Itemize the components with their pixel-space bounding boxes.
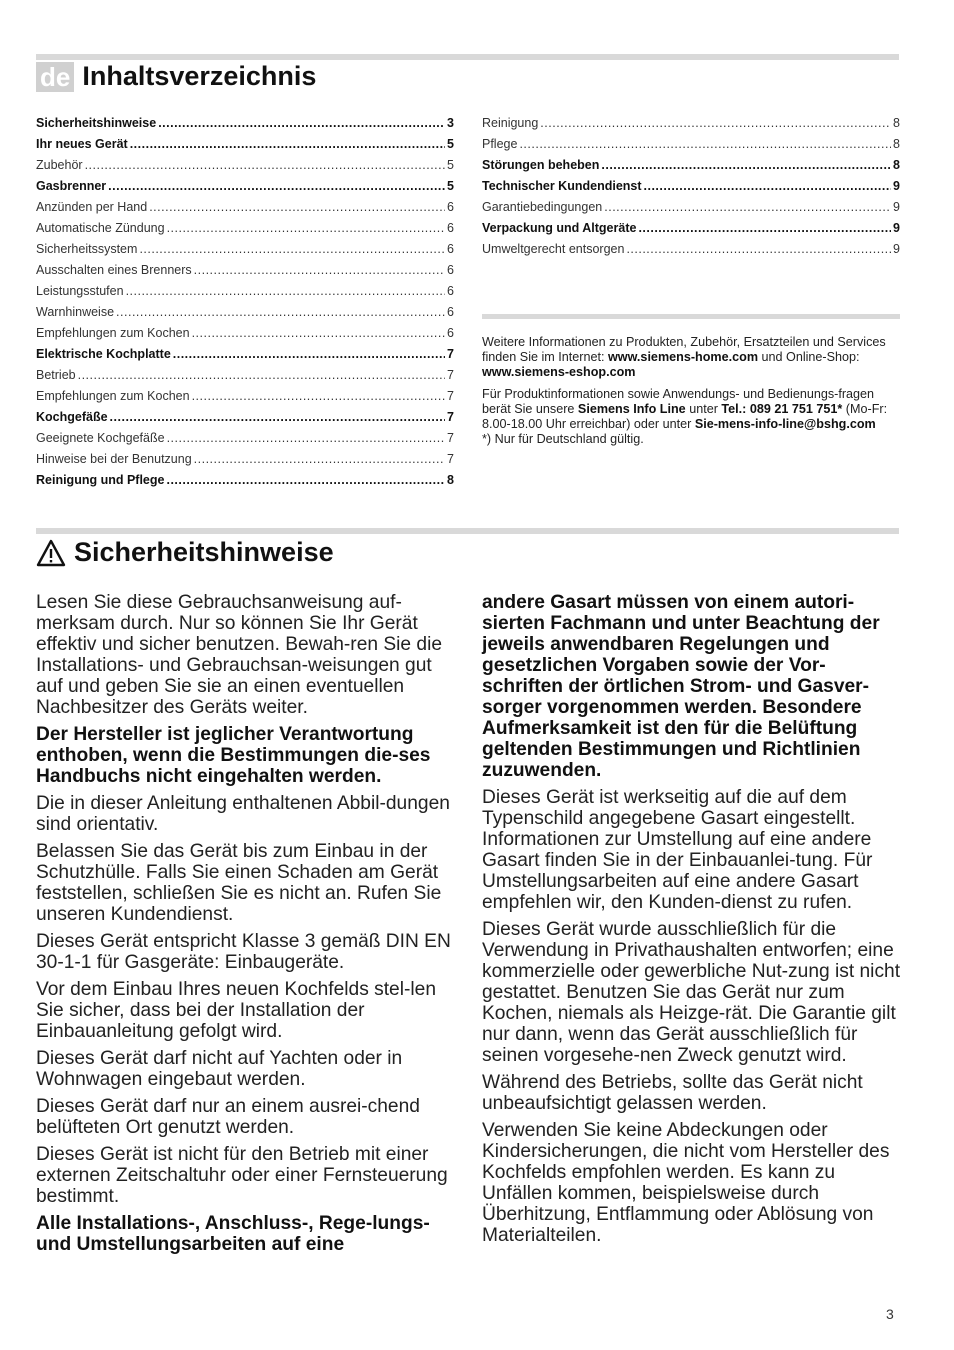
toc-entry[interactable] xyxy=(36,347,454,368)
toc-entry-label: Automatische Zündung xyxy=(36,221,165,235)
toc-leader-dots xyxy=(192,389,445,403)
safety-heading xyxy=(36,537,334,568)
safety-paragraph: Dieses Gerät ist werkseitig auf die auf dem Typenschild angegebene Gasart eingestellt. Informationen zur Umstellung auf eine andere Gasart finden Sie in der Einbauanlei-tung. Für Umstellungsarbeiten auf eine andere Gasart empfehlen wir, den Kunden-dienst zu rufen. xyxy=(482,787,873,913)
toc-leader-dots xyxy=(604,200,891,214)
toc-entry-label: Anzünden per Hand xyxy=(36,200,148,214)
toc-leader-dots xyxy=(149,200,445,214)
page-number: 3 xyxy=(886,1306,894,1322)
toc-leader-dots xyxy=(540,116,891,130)
toc-entry[interactable] xyxy=(36,284,454,305)
siemens-eshop-link[interactable]: www.siemens-eshop.com xyxy=(482,365,636,379)
toc-entry-page: 6 xyxy=(447,221,454,235)
safety-rule xyxy=(36,528,899,534)
warning-triangle-icon xyxy=(36,539,66,567)
toc-entry[interactable] xyxy=(36,179,454,200)
toc-entry-label: Kochgefäße xyxy=(36,410,108,424)
toc-entry-label: Garantiebedingungen xyxy=(482,200,603,214)
toc-entry-label: Technischer Kundendienst xyxy=(482,179,642,193)
language-badge: de xyxy=(36,62,74,92)
safety-left-column xyxy=(36,592,456,1261)
toc-entry-page: 7 xyxy=(447,431,454,445)
toc-entry-page: 6 xyxy=(447,200,454,214)
toc-leader-dots xyxy=(78,368,445,382)
toc-entry-label: Störungen beheben xyxy=(482,158,600,172)
toc-entry-label: Pflege xyxy=(482,137,518,151)
toc-entry[interactable] xyxy=(36,431,454,452)
toc-leader-dots xyxy=(173,347,445,361)
toc-leader-dots xyxy=(167,221,445,235)
safety-paragraph: Belassen Sie das Gerät bis zum Einbau in der Schutzhülle. Falls Sie einen Schaden am Gerät feststellen, schließen Sie es nicht an. Rufen Sie unseren Kundendienst. xyxy=(36,841,442,925)
toc-entry[interactable] xyxy=(482,179,900,200)
toc-entry[interactable] xyxy=(36,452,454,473)
toc-entry-page: 7 xyxy=(447,389,454,403)
toc-entry-label: Ihr neues Gerät xyxy=(36,137,128,151)
toc-entry-label: Ausschalten eines Brenners xyxy=(36,263,192,277)
toc-entry-page: 6 xyxy=(447,263,454,277)
toc-leader-dots xyxy=(644,179,892,193)
safety-right-column xyxy=(482,592,902,1252)
toc-entry-label: Umweltgerecht entsorgen xyxy=(482,242,625,256)
toc-entry-label: Gasbrenner xyxy=(36,179,107,193)
top-rule xyxy=(36,54,899,60)
safety-paragraph: Die in dieser Anleitung enthaltenen Abbil-dungen sind orientativ. xyxy=(36,793,450,835)
toc-entry-label: Hinweise bei der Benutzung xyxy=(36,452,192,466)
toc-entry[interactable] xyxy=(36,473,454,494)
toc-entry[interactable] xyxy=(482,200,900,221)
toc-entry-label: Warnhinweise xyxy=(36,305,115,319)
toc-leader-dots xyxy=(108,179,445,193)
toc-entry-page: 5 xyxy=(447,179,454,193)
toc-entry[interactable] xyxy=(36,389,454,410)
toc-entry[interactable] xyxy=(36,263,454,284)
toc-entry[interactable] xyxy=(482,221,900,242)
toc-entry-label: Verpackung und Altgeräte xyxy=(482,221,637,235)
toc-heading xyxy=(36,61,316,92)
toc-entry[interactable] xyxy=(36,242,454,263)
toc-leader-dots xyxy=(626,242,891,256)
safety-paragraph: Der Hersteller ist jeglicher Verantwortung enthoben, wenn die Bestimmungen die-ses Handbuchs nicht eingehalten werden. xyxy=(36,724,431,787)
toc-entry-page: 6 xyxy=(447,284,454,298)
info-paragraph-web: Weitere Informationen zu Produkten, Zubehör, Ersatzteilen und Services finden Sie im Internet: www.siemens-home.com und Online-Shop: www.siemens-eshop.com xyxy=(482,335,886,379)
toc-entry[interactable] xyxy=(482,242,900,263)
safety-paragraph: Dieses Gerät ist nicht für den Betrieb mit einer externen Zeitschaltuhr oder einer Fernsteuerung bestimmt. xyxy=(36,1144,448,1207)
toc-title: Inhaltsverzeichnis xyxy=(82,61,317,91)
toc-leader-dots xyxy=(126,284,445,298)
toc-entry-page: 8 xyxy=(893,158,900,172)
safety-paragraph: Dieses Gerät darf nur an einem ausrei-chend belüfteten Ort genutzt werden. xyxy=(36,1096,420,1138)
toc-entry-page: 9 xyxy=(893,242,900,256)
safety-paragraph: Verwenden Sie keine Abdeckungen oder Kindersicherungen, die nicht vom Hersteller des Kochfelds empfohlen werden. Es kann zu Unfällen kommen, beispielsweise durch Überhitzung, Entflammung oder Ablösung von Materialteilen. xyxy=(482,1120,890,1246)
info-box xyxy=(482,335,900,454)
safety-paragraph: Während des Betriebs, sollte das Gerät nicht unbeaufsichtigt gelassen werden. xyxy=(482,1072,863,1114)
toc-entry-page: 6 xyxy=(447,242,454,256)
toc-entry-page: 5 xyxy=(447,137,454,151)
toc-entry-page: 8 xyxy=(893,116,900,130)
toc-entry-label: Reinigung xyxy=(482,116,539,130)
toc-entry-page: 7 xyxy=(447,347,454,361)
safety-paragraph: Alle Installations-, Anschluss-, Rege-lungs- und Umstellungsarbeiten auf eine xyxy=(36,1213,430,1255)
safety-title: Sicherheitshinweise xyxy=(74,537,334,567)
toc-leader-dots xyxy=(519,137,891,151)
toc-leader-dots xyxy=(167,431,445,445)
toc-entry-label: Sicherheitssystem xyxy=(36,242,138,256)
info-footnote: *) Nur für Deutschland gültig. xyxy=(482,432,644,446)
toc-entry[interactable] xyxy=(482,158,900,179)
toc-entry-page: 9 xyxy=(893,179,900,193)
toc-entry-label: Empfehlungen zum Kochen xyxy=(36,326,190,340)
toc-entry-page: 8 xyxy=(447,473,454,487)
toc-entry-page: 7 xyxy=(447,452,454,466)
toc-right-column xyxy=(482,116,900,263)
info-rule xyxy=(482,314,900,319)
toc-entry-label: Reinigung und Pflege xyxy=(36,473,165,487)
toc-entry[interactable] xyxy=(482,137,900,158)
toc-leader-dots xyxy=(194,263,445,277)
toc-entry-page: 9 xyxy=(893,200,900,214)
toc-entry[interactable] xyxy=(482,116,900,137)
toc-leader-dots xyxy=(601,158,891,172)
toc-entry[interactable] xyxy=(36,368,454,389)
toc-entry-page: 8 xyxy=(893,137,900,151)
safety-paragraph: Vor dem Einbau Ihres neuen Kochfelds stel-len Sie sicher, dass bei der Installation der Einbauanleitung gefolgt wird. xyxy=(36,979,436,1042)
toc-entry-label: Empfehlungen zum Kochen xyxy=(36,389,190,403)
toc-entry-label: Betrieb xyxy=(36,368,76,382)
toc-leader-dots xyxy=(130,137,445,151)
toc-entry-label: Zubehör xyxy=(36,158,83,172)
safety-paragraph: Dieses Gerät entspricht Klasse 3 gemäß DIN EN 30-1-1 für Gasgeräte: Einbaugeräte. xyxy=(36,931,451,973)
toc-entry[interactable] xyxy=(36,116,454,137)
toc-leader-dots xyxy=(116,305,445,319)
toc-entry[interactable] xyxy=(36,137,454,158)
toc-entry-page: 7 xyxy=(447,368,454,382)
toc-entry-label: Sicherheitshinweise xyxy=(36,116,157,130)
toc-leader-dots xyxy=(166,473,445,487)
toc-entry-page: 6 xyxy=(447,305,454,319)
safety-paragraph: Dieses Gerät wurde ausschließlich für die Verwendung in Privathaushalten entworfen; eine kommerzielle oder gewerbliche Nut-zung ist nicht gestattet. Benutzen Sie das Gerät nur zum Kochen, niemals als Heizge-rät. Die Garantie gilt nur dann, wenn das Gerät ausschließlich für seinen vorgesehe-nen Zweck genutzt wird. xyxy=(482,919,901,1066)
toc-leader-dots xyxy=(638,221,891,235)
toc-entry[interactable] xyxy=(36,200,454,221)
toc-entry-label: Leistungsstufen xyxy=(36,284,124,298)
toc-entry-label: Elektrische Kochplatte xyxy=(36,347,171,361)
toc-entry[interactable] xyxy=(36,221,454,242)
toc-entry-page: 9 xyxy=(893,221,900,235)
toc-entry-page: 5 xyxy=(447,158,454,172)
toc-entry[interactable] xyxy=(36,158,454,179)
info-paragraph-infoline: Für Produktinformationen sowie Anwendungs- und Bedienungs-fragen berät Sie unsere Siemens Info Line unter Tel.: 089 21 751 751* (Mo-Fr: 8.00-18.00 Uhr erreichbar) oder unter Sie-mens-info-line@bshg.com xyxy=(482,387,888,431)
toc-leader-dots xyxy=(158,116,445,130)
toc-entry[interactable] xyxy=(36,410,454,431)
toc-entry-page: 7 xyxy=(447,410,454,424)
safety-paragraph: Dieses Gerät darf nicht auf Yachten oder in Wohnwagen eingebaut werden. xyxy=(36,1048,403,1090)
siemens-home-link[interactable]: www.siemens-home.com xyxy=(608,350,759,364)
infoline-email-link[interactable]: Sie-mens-info-line@bshg.com xyxy=(694,417,876,431)
toc-entry[interactable] xyxy=(36,305,454,326)
toc-entry-page: 3 xyxy=(447,116,454,130)
safety-paragraph: andere Gasart müssen von einem autori-sierten Fachmann und unter Beachtung der jeweils anwendbaren Regelungen und gesetzlichen Vorgaben sowie der Vor-schriften der örtlichen Strom- und Gasver-sorger vorgenommen werden. Besondere Aufmerksamkeit ist den für die Belüftung geltenden Bestimmungen und Richtlinien zuzuwenden. xyxy=(482,592,880,781)
toc-entry-label: Geeignete Kochgefäße xyxy=(36,431,165,445)
toc-entry-page: 6 xyxy=(447,326,454,340)
toc-entry[interactable] xyxy=(36,326,454,347)
toc-leader-dots xyxy=(85,158,445,172)
toc-leader-dots xyxy=(194,452,445,466)
toc-left-column xyxy=(36,116,454,494)
toc-leader-dots xyxy=(192,326,445,340)
safety-paragraph: Lesen Sie diese Gebrauchsanweisung auf-merksam durch. Nur so können Sie Ihr Gerät effektiv und sicher benutzen. Bewah-ren Sie die Installations- und Gebrauchsan-weisungen gut auf und geben Sie sie an einen eventuellen Nachbesitzer des Geräts weiter. xyxy=(36,592,443,718)
toc-leader-dots xyxy=(110,410,446,424)
toc-leader-dots xyxy=(139,242,445,256)
